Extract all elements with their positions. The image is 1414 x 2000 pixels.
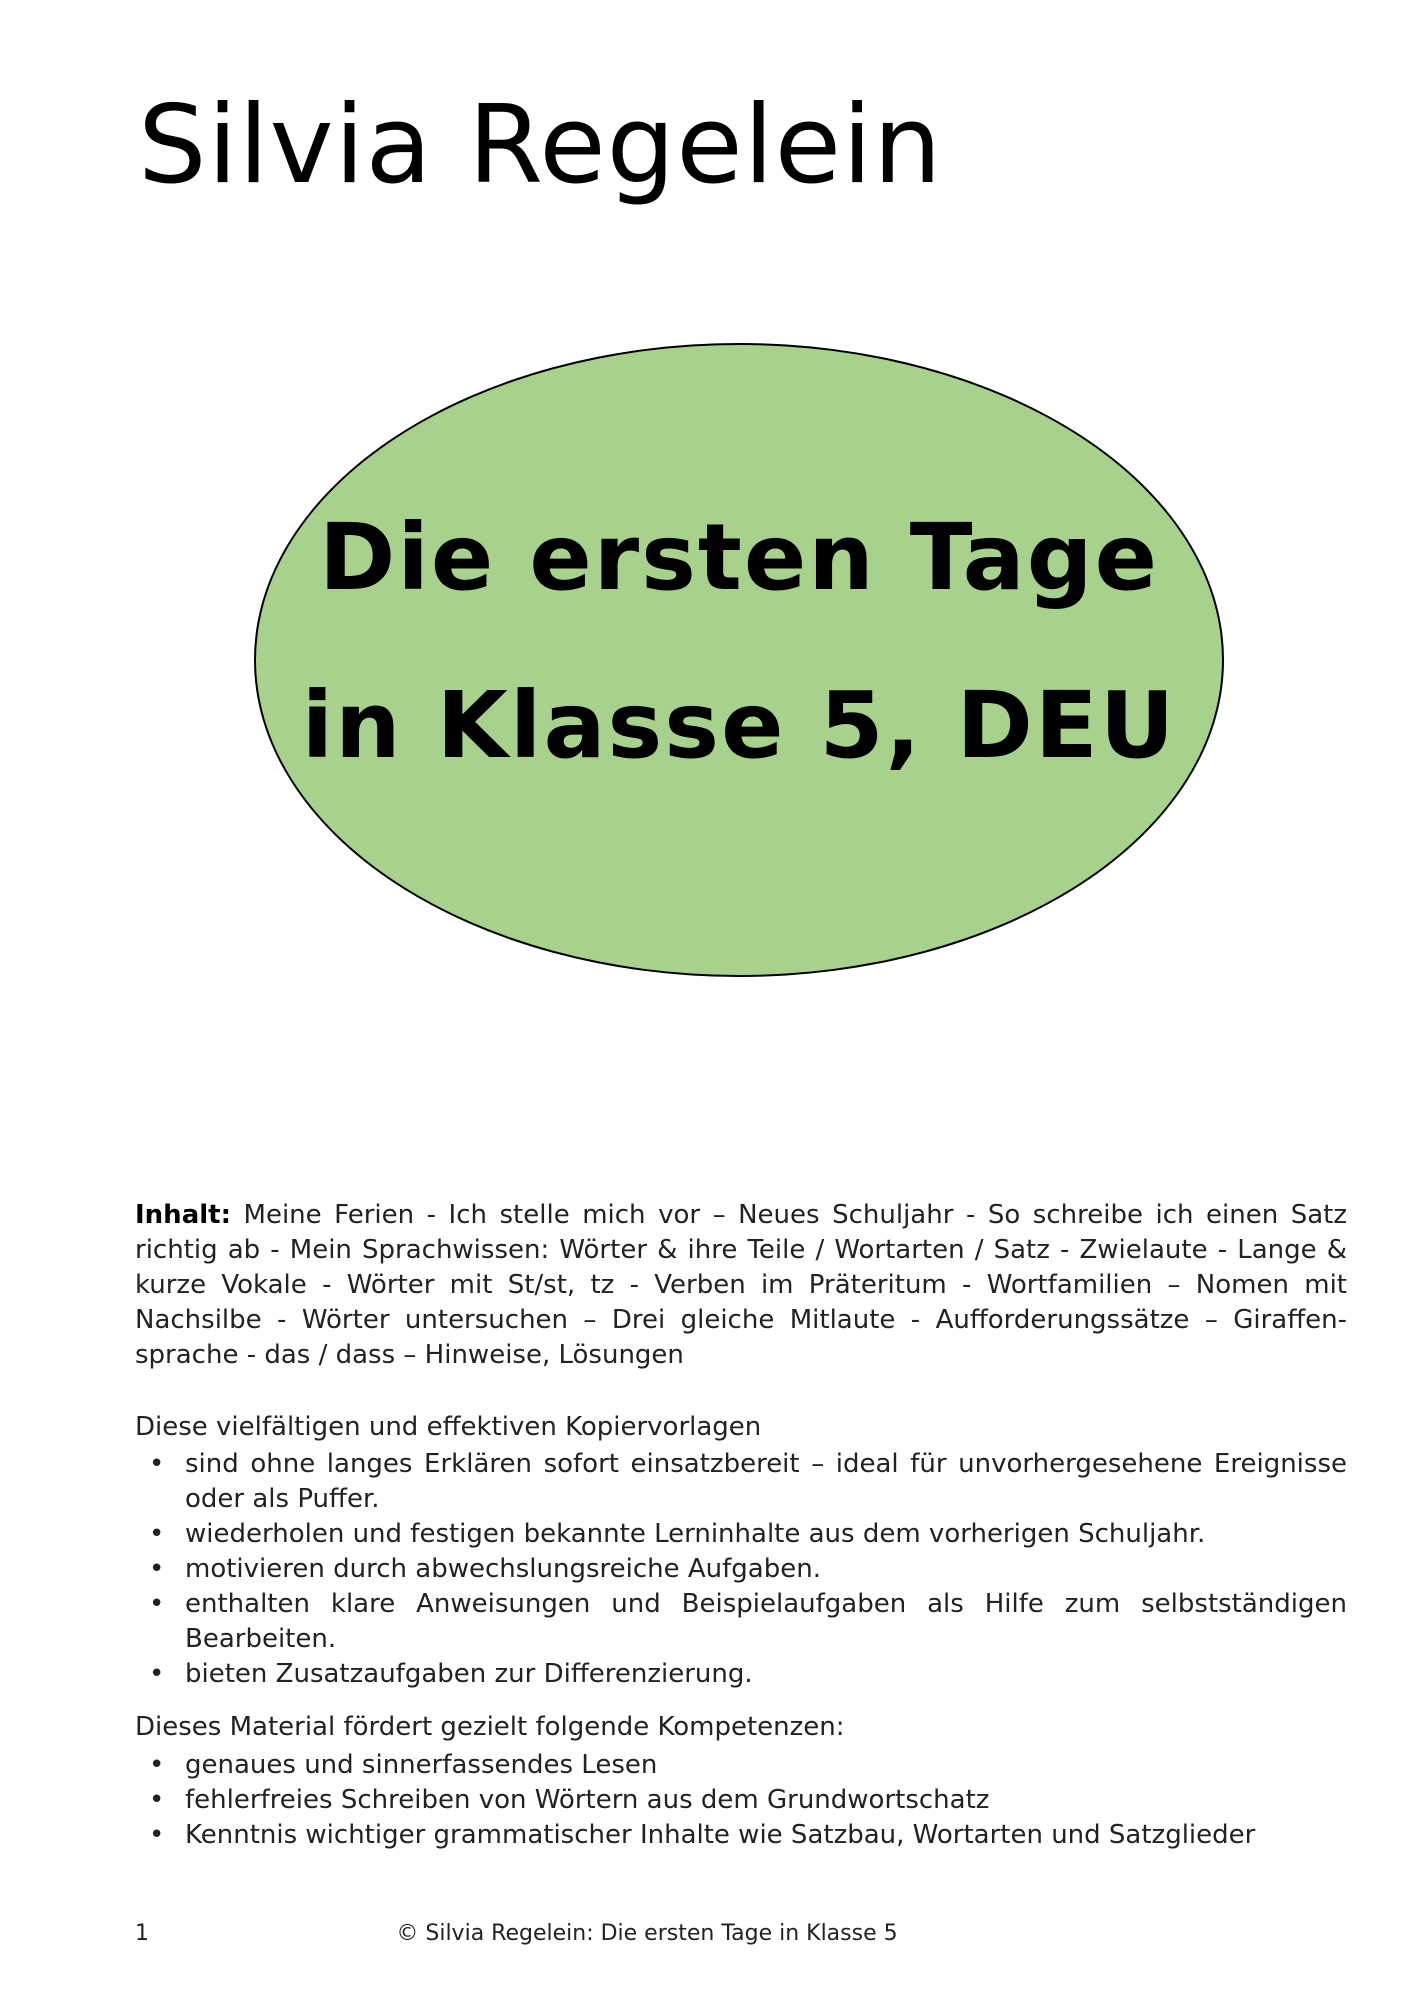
features-intro: Diese vielfältigen und effektiven Kopiervorlagen	[135, 1412, 762, 1442]
list-item: • fehlerfreies Schreiben von Wörtern aus dem Grundwortschatz	[135, 1783, 1347, 1818]
list-item: • sind ohne langes Erklären sofort einsatzbereit – ideal für unvorhergesehene Ereignisse oder als Puffer.	[135, 1447, 1347, 1517]
competencies-list	[135, 1748, 1347, 1853]
list-item: • motivieren durch abwechslungsreiche Aufgaben.	[135, 1552, 1347, 1587]
features-list	[135, 1447, 1347, 1692]
list-item: • bieten Zusatzaufgaben zur Differenzierung.	[135, 1657, 1347, 1692]
title-ellipse	[254, 343, 1224, 977]
competencies-intro: Dieses Material fördert gezielt folgende Kompetenzen:	[135, 1712, 845, 1742]
contents-label: Inhalt:	[135, 1200, 231, 1230]
footer-copyright: © Silvia Regelein: Die ersten Tage in Klasse 5	[396, 1921, 898, 1946]
title-line-2: in Klasse 5, DEU	[301, 672, 1177, 779]
page-number: 1	[135, 1921, 149, 1946]
title-line-1: Die ersten Tage	[319, 504, 1159, 611]
list-item: • enthalten klare Anweisungen und Beispielaufgaben als Hilfe zum selbstständigen Bearbeiten.	[135, 1587, 1347, 1657]
contents-paragraph	[135, 1198, 1347, 1373]
list-item: • Kenntnis wichtiger grammatischer Inhalte wie Satzbau, Wortarten und Satzglieder	[135, 1818, 1347, 1853]
author-name: Silvia Regelein	[138, 83, 943, 208]
contents-text: Meine Ferien - Ich stelle mich vor – Neues Schuljahr - So schreibe ich einen Satz richtig ab - Mein Sprachwissen: Wörter & ihre Teile / Wortarten / Satz - Zwielaute - Lange & kurze Vokale - Wörter mit St/st, tz - Verben im Präteritum - Wortfamilien – Nomen mit Nachsilbe - Wörter untersuchen – Drei gleiche Mitlaute - Aufforderungssätze – Giraffen-sprache - das / dass – Hinweise, Lösungen	[135, 1200, 1347, 1370]
list-item: • genaues und sinnerfassendes Lesen	[135, 1748, 1347, 1783]
list-item: • wiederholen und festigen bekannte Lerninhalte aus dem vorherigen Schuljahr.	[135, 1517, 1347, 1552]
